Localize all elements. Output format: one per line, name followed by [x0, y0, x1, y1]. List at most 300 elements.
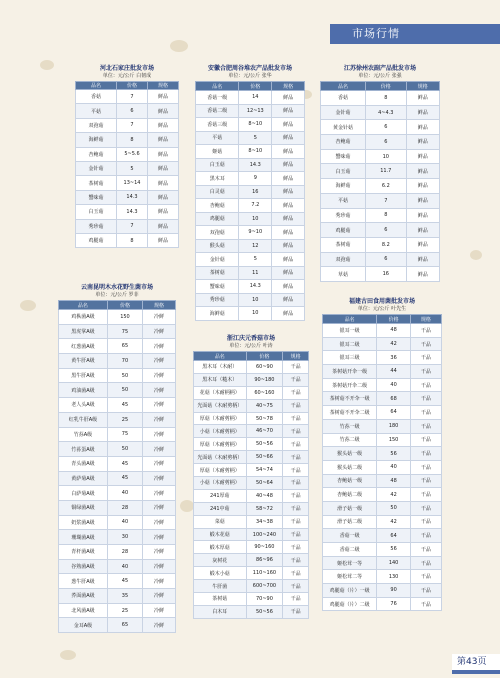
- table-row: [321, 135, 440, 150]
- spec-cell: 鲜品: [406, 120, 439, 135]
- table-row: [321, 237, 440, 252]
- table-row: [76, 176, 179, 190]
- table-row: [321, 252, 440, 267]
- price-cell: 76: [377, 597, 410, 611]
- spec-cell: 冷鲜: [143, 559, 176, 574]
- column-header: 价格: [377, 315, 410, 324]
- product-name-cell: 荞面菌A级: [59, 589, 108, 604]
- price-cell: 8: [366, 91, 406, 106]
- product-name-cell: 银耳三级: [323, 351, 377, 365]
- price-cell: 8.2: [366, 237, 406, 252]
- table-row: [59, 442, 176, 457]
- price-cell: 70: [107, 354, 142, 369]
- market-unit: 单位：元/公斤 罗菲: [95, 292, 139, 298]
- table-row: [323, 447, 442, 461]
- price-cell: 6: [366, 120, 406, 135]
- spec-cell: 鲜品: [406, 193, 439, 208]
- table-row: [321, 105, 440, 120]
- product-name-cell: 双孢菇: [76, 118, 117, 132]
- table-row: [196, 158, 305, 172]
- table-row: [76, 233, 179, 247]
- spec-cell: 鲜品: [147, 104, 178, 118]
- product-name-cell: 姬松茸一等: [323, 556, 377, 570]
- table-row: [323, 378, 442, 392]
- table-row: [194, 386, 309, 399]
- product-name-cell: 奶浆菌A级: [59, 515, 108, 530]
- spec-cell: 干品: [410, 515, 441, 529]
- price-cell: 130: [377, 570, 410, 584]
- spec-cell: 鲜品: [406, 237, 439, 252]
- price-cell: 75: [107, 427, 142, 442]
- price-cell: 45: [107, 471, 142, 486]
- table-row: [323, 392, 442, 406]
- table-row: [59, 398, 176, 413]
- table-row: [194, 451, 309, 464]
- product-name-cell: 黑木耳: [196, 172, 239, 186]
- price-cell: 90~160: [246, 541, 283, 554]
- spec-cell: 干品: [283, 567, 309, 580]
- page-section-title: 市场行情: [352, 27, 400, 40]
- table-header-row: [321, 82, 440, 91]
- column-header: 品名: [196, 82, 239, 91]
- product-name-cell: 茶树菇不开伞一级: [323, 392, 377, 406]
- market-unit: 单位：元/公斤 张华: [228, 73, 272, 79]
- spec-cell: 鲜品: [147, 161, 178, 175]
- column-header: 价格: [117, 82, 148, 90]
- spec-cell: 鲜品: [272, 226, 305, 240]
- product-name-cell: 蟹味菇: [76, 190, 117, 204]
- market-title: 安徽合肥周谷堆农产品批发市场: [207, 65, 292, 72]
- spec-cell: 鲜品: [147, 118, 178, 132]
- product-name-cell: 红葱菌A级: [59, 339, 108, 354]
- price-cell: 14.3: [117, 190, 148, 204]
- price-cell: 100~240: [246, 528, 283, 541]
- product-name-cell: 香菇: [76, 90, 117, 104]
- column-header: 规格: [406, 82, 439, 91]
- spec-cell: 鲜品: [406, 267, 439, 282]
- price-cell: 50~56: [246, 438, 283, 451]
- table-row: [321, 164, 440, 179]
- spec-cell: 干品: [410, 529, 441, 543]
- product-name-cell: 鸡油菌A级: [59, 383, 108, 398]
- product-name-cell: 金耳A级: [59, 618, 108, 633]
- column-header: 价格: [366, 82, 406, 91]
- spec-cell: 冷鲜: [143, 456, 176, 471]
- price-cell: 36: [377, 351, 410, 365]
- spec-cell: 干品: [283, 605, 309, 618]
- table-row: [323, 419, 442, 433]
- background-speckle: [170, 40, 188, 52]
- table-row: [323, 529, 442, 543]
- table-row: [59, 618, 176, 633]
- spec-cell: 干品: [283, 373, 309, 386]
- spec-cell: 冷鲜: [143, 545, 176, 560]
- price-table: [193, 351, 309, 619]
- price-cell: 6.2: [366, 179, 406, 194]
- column-header: 品名: [59, 301, 108, 310]
- table-body: [76, 90, 179, 248]
- table-row: [196, 185, 305, 199]
- table-row: [194, 361, 309, 374]
- table-row: [321, 120, 440, 135]
- price-cell: 13~14: [117, 176, 148, 190]
- product-name-cell: 茶树菇: [76, 176, 117, 190]
- price-table: [75, 81, 179, 248]
- spec-cell: 鲜品: [147, 233, 178, 247]
- table-row: [194, 554, 309, 567]
- spec-cell: 干品: [283, 399, 309, 412]
- market-title: 江苏徐州农副产品批发市场: [343, 65, 416, 72]
- table-row: [59, 471, 176, 486]
- table-row: [323, 365, 442, 379]
- product-name-cell: 茶树菇: [321, 237, 366, 252]
- price-cell: 8: [366, 208, 406, 223]
- price-cell: 14.3: [117, 205, 148, 219]
- product-name-cell: 厚菇（木耐剪柄）: [194, 412, 247, 425]
- price-cell: 6: [366, 223, 406, 238]
- price-cell: 28: [107, 545, 142, 560]
- price-cell: 86~96: [246, 554, 283, 567]
- table-row: [196, 307, 305, 321]
- spec-cell: 冷鲜: [143, 530, 176, 545]
- spec-cell: 冷鲜: [143, 618, 176, 633]
- product-name-cell: 竹荪蛋A级: [59, 442, 108, 457]
- product-name-cell: 铜绿菌A级: [59, 500, 108, 515]
- market-title: 河北石家庄批发市场: [99, 65, 154, 72]
- price-cell: 150: [377, 433, 410, 447]
- product-name-cell: 白灵菇: [196, 185, 239, 199]
- table-row: [194, 580, 309, 593]
- product-name-cell: 白玉菇: [76, 205, 117, 219]
- spec-cell: 干品: [410, 447, 441, 461]
- product-name-cell: 鸡腿菇（片）一级: [323, 584, 377, 598]
- price-cell: 40: [107, 515, 142, 530]
- table-row: [59, 383, 176, 398]
- product-name-cell: 黑虎掌A级: [59, 324, 108, 339]
- product-name-cell: 姬松茸二等: [323, 570, 377, 584]
- product-name-cell: 椴木厚菇: [194, 541, 247, 554]
- price-cell: 90~180: [246, 373, 283, 386]
- price-cell: 54~74: [246, 464, 283, 477]
- spec-cell: 冷鲜: [143, 442, 176, 457]
- table-row: [59, 412, 176, 427]
- spec-cell: 鲜品: [406, 179, 439, 194]
- spec-cell: 干品: [410, 460, 441, 474]
- price-cell: 35: [107, 589, 142, 604]
- product-name-cell: 滑子菇二级: [323, 515, 377, 529]
- price-cell: 68: [377, 392, 410, 406]
- table-row: [76, 190, 179, 204]
- spec-cell: 干品: [410, 570, 441, 584]
- market-title: 福建古田食用菌批发市场: [348, 298, 415, 305]
- product-name-cell: 小菇（木耐剪柄）: [194, 477, 247, 490]
- product-name-cell: 茶树菇不开伞二级: [323, 406, 377, 420]
- product-name-cell: 鸡腿菇: [321, 223, 366, 238]
- column-header: 品名: [76, 82, 117, 90]
- spec-cell: 鲜品: [147, 147, 178, 161]
- product-name-cell: 菜菇: [194, 515, 247, 528]
- table-row: [194, 541, 309, 554]
- price-cell: 7.2: [239, 199, 272, 213]
- table-row: [323, 488, 442, 502]
- price-cell: 40: [377, 378, 410, 392]
- spec-cell: 干品: [410, 324, 441, 338]
- price-cell: 12: [239, 239, 272, 253]
- product-name-cell: 黑牛肝A级: [59, 368, 108, 383]
- spec-cell: 鲜品: [147, 90, 178, 104]
- price-cell: 9: [239, 172, 272, 186]
- price-cell: 16: [366, 267, 406, 282]
- product-name-cell: 鸡腿菇（片）二级: [323, 597, 377, 611]
- spec-cell: 鲜品: [406, 164, 439, 179]
- product-name-cell: 蟹味菇: [321, 149, 366, 164]
- table-row: [323, 406, 442, 420]
- table-row: [321, 193, 440, 208]
- price-cell: 11: [239, 266, 272, 280]
- price-cell: 65: [107, 618, 142, 633]
- product-name-cell: 秀珍菇: [196, 293, 239, 307]
- product-name-cell: 杏鲍菇: [76, 147, 117, 161]
- product-name-cell: 葱牛肝A级: [59, 574, 108, 589]
- product-name-cell: 青杆菌A级: [59, 545, 108, 560]
- spec-cell: 干品: [283, 477, 309, 490]
- column-header: 品名: [321, 82, 366, 91]
- table-row: [76, 133, 179, 147]
- table-row: [59, 589, 176, 604]
- price-cell: 14: [239, 91, 272, 105]
- spec-cell: 鲜品: [272, 118, 305, 132]
- spec-cell: 干品: [410, 378, 441, 392]
- spec-cell: 干品: [410, 488, 441, 502]
- price-cell: 45: [107, 456, 142, 471]
- price-cell: 25: [107, 412, 142, 427]
- price-cell: 40: [377, 460, 410, 474]
- product-name-cell: 鸡腿菇: [196, 212, 239, 226]
- market-title: 云南昆明木水花野生菌市场: [80, 284, 153, 291]
- table-row: [323, 351, 442, 365]
- table-row: [59, 339, 176, 354]
- price-cell: 8~10: [239, 118, 272, 132]
- product-name-cell: 猴头菇二级: [323, 460, 377, 474]
- table-row: [59, 310, 176, 325]
- table-row: [323, 324, 442, 338]
- product-name-cell: 蟹味菇: [196, 280, 239, 294]
- price-cell: 50: [107, 442, 142, 457]
- table-row: [194, 477, 309, 490]
- table-row: [323, 337, 442, 351]
- price-cell: 40: [107, 486, 142, 501]
- table-row: [196, 226, 305, 240]
- price-cell: 10: [366, 149, 406, 164]
- table-row: [59, 427, 176, 442]
- price-cell: 45: [107, 574, 142, 589]
- spec-cell: 干品: [283, 541, 309, 554]
- spec-cell: 冷鲜: [143, 354, 176, 369]
- spec-cell: 干品: [283, 464, 309, 477]
- spec-cell: 冷鲜: [143, 589, 176, 604]
- product-name-cell: 滑子菇一级: [323, 501, 377, 515]
- table-body: [194, 361, 309, 619]
- spec-cell: 冷鲜: [143, 324, 176, 339]
- spec-cell: 干品: [410, 337, 441, 351]
- price-cell: 6: [366, 135, 406, 150]
- product-name-cell: 海鲜菇: [76, 133, 117, 147]
- product-name-cell: 秀珍菇: [76, 219, 117, 233]
- price-cell: 5~5.6: [117, 147, 148, 161]
- spec-cell: 鲜品: [272, 293, 305, 307]
- spec-cell: 干品: [283, 554, 309, 567]
- price-table: [195, 81, 305, 321]
- price-cell: 10: [239, 293, 272, 307]
- price-cell: 5: [239, 253, 272, 267]
- table-row: [194, 489, 309, 502]
- price-cell: 50~64: [246, 477, 283, 490]
- market-unit: 单位：元/公斤 叶涛: [229, 343, 273, 349]
- price-cell: 40~48: [246, 489, 283, 502]
- product-name-cell: 青头菌A级: [59, 456, 108, 471]
- background-speckle: [40, 60, 54, 70]
- price-cell: 60~90: [246, 361, 283, 374]
- product-name-cell: 银耳一级: [323, 324, 377, 338]
- table-row: [321, 223, 440, 238]
- table-row: [321, 208, 440, 223]
- spec-cell: 冷鲜: [143, 486, 176, 501]
- spec-cell: 干品: [283, 361, 309, 374]
- table-row: [196, 118, 305, 132]
- price-cell: 110~160: [246, 567, 283, 580]
- background-speckle: [20, 300, 36, 311]
- product-name-cell: 白木耳: [194, 605, 247, 618]
- spec-cell: 干品: [410, 392, 441, 406]
- spec-cell: 冷鲜: [143, 310, 176, 325]
- spec-cell: 干品: [410, 556, 441, 570]
- product-name-cell: 光面菇（木耐剪柄）: [194, 399, 247, 412]
- spec-cell: 干品: [283, 528, 309, 541]
- spec-cell: 干品: [410, 501, 441, 515]
- table-row: [323, 584, 442, 598]
- price-cell: 64: [377, 529, 410, 543]
- spec-cell: 冷鲜: [143, 412, 176, 427]
- product-name-cell: 珊瑚菌A级: [59, 530, 108, 545]
- table-row: [323, 556, 442, 570]
- table-row: [323, 597, 442, 611]
- table-row: [59, 500, 176, 515]
- spec-cell: 干品: [410, 365, 441, 379]
- product-name-cell: 小菇（木耐剪柄）: [194, 425, 247, 438]
- table-row: [323, 543, 442, 557]
- spec-cell: 干品: [410, 474, 441, 488]
- product-name-cell: 241中菇: [194, 502, 247, 515]
- spec-cell: 干品: [283, 425, 309, 438]
- footer-bar: [452, 670, 500, 674]
- table-row: [59, 456, 176, 471]
- spec-cell: 鲜品: [147, 190, 178, 204]
- price-cell: 65: [107, 339, 142, 354]
- price-cell: 6: [117, 104, 148, 118]
- price-cell: 44: [377, 365, 410, 379]
- price-cell: 48: [377, 324, 410, 338]
- price-cell: 8: [117, 233, 148, 247]
- column-header: 价格: [107, 301, 142, 310]
- background-speckle: [180, 500, 194, 512]
- product-name-cell: 猴头菇一级: [323, 447, 377, 461]
- product-name-cell: 秀珍菇: [321, 208, 366, 223]
- product-name-cell: 平菇: [196, 131, 239, 145]
- price-cell: 50: [107, 368, 142, 383]
- price-cell: 46~70: [246, 425, 283, 438]
- price-cell: 600~700: [246, 580, 283, 593]
- page-number: 第43页: [452, 654, 500, 670]
- table-row: [321, 91, 440, 106]
- table-row: [323, 433, 442, 447]
- spec-cell: 鲜品: [406, 91, 439, 106]
- price-cell: 7: [117, 90, 148, 104]
- spec-cell: 鲜品: [147, 205, 178, 219]
- product-name-cell: 猴头菇: [196, 239, 239, 253]
- price-cell: 5: [239, 131, 272, 145]
- product-name-cell: 杏鲍菇: [196, 199, 239, 213]
- spec-cell: 鲜品: [272, 104, 305, 118]
- spec-cell: 干品: [410, 419, 441, 433]
- product-name-cell: 杏鲍菇二级: [323, 488, 377, 502]
- spec-cell: 鲜品: [272, 212, 305, 226]
- spec-cell: 冷鲜: [143, 471, 176, 486]
- product-name-cell: 杏鲍菇一级: [323, 474, 377, 488]
- spec-cell: 鲜品: [406, 105, 439, 120]
- product-name-cell: 谷熟菌A级: [59, 559, 108, 574]
- table-row: [196, 91, 305, 105]
- spec-cell: 鲜品: [272, 280, 305, 294]
- spec-cell: 干品: [410, 543, 441, 557]
- table-row: [59, 515, 176, 530]
- price-cell: 140: [377, 556, 410, 570]
- spec-cell: 鲜品: [272, 158, 305, 172]
- spec-cell: 干品: [283, 580, 309, 593]
- table-row: [323, 460, 442, 474]
- spec-cell: 冷鲜: [143, 427, 176, 442]
- table-row: [76, 205, 179, 219]
- spec-cell: 鲜品: [272, 266, 305, 280]
- product-name-cell: 金针菇: [76, 161, 117, 175]
- market-title: 浙江庆元香菇市场: [226, 335, 275, 342]
- price-cell: 4~4.3: [366, 105, 406, 120]
- product-name-cell: 茶树菇: [194, 593, 247, 606]
- product-name-cell: 黑木耳（糙木）: [194, 373, 247, 386]
- spec-cell: 鲜品: [406, 135, 439, 150]
- table-row: [194, 464, 309, 477]
- spec-cell: 鲜品: [147, 133, 178, 147]
- product-name-cell: 北风菌A级: [59, 603, 108, 618]
- price-cell: 56: [377, 447, 410, 461]
- table-row: [59, 530, 176, 545]
- price-cell: 64: [377, 406, 410, 420]
- product-name-cell: 老人头A级: [59, 398, 108, 413]
- spec-cell: 冷鲜: [143, 339, 176, 354]
- table-row: [76, 90, 179, 104]
- price-cell: 40: [107, 559, 142, 574]
- table-row: [194, 412, 309, 425]
- table-header-row: [76, 82, 179, 90]
- price-cell: 12~13: [239, 104, 272, 118]
- column-header: 规格: [283, 352, 309, 361]
- spec-cell: 鲜品: [272, 131, 305, 145]
- price-cell: 50: [377, 501, 410, 515]
- background-speckle: [60, 650, 76, 660]
- spec-cell: 干品: [283, 412, 309, 425]
- market-block-anhui: [195, 65, 305, 321]
- table-row: [321, 149, 440, 164]
- table-row: [59, 324, 176, 339]
